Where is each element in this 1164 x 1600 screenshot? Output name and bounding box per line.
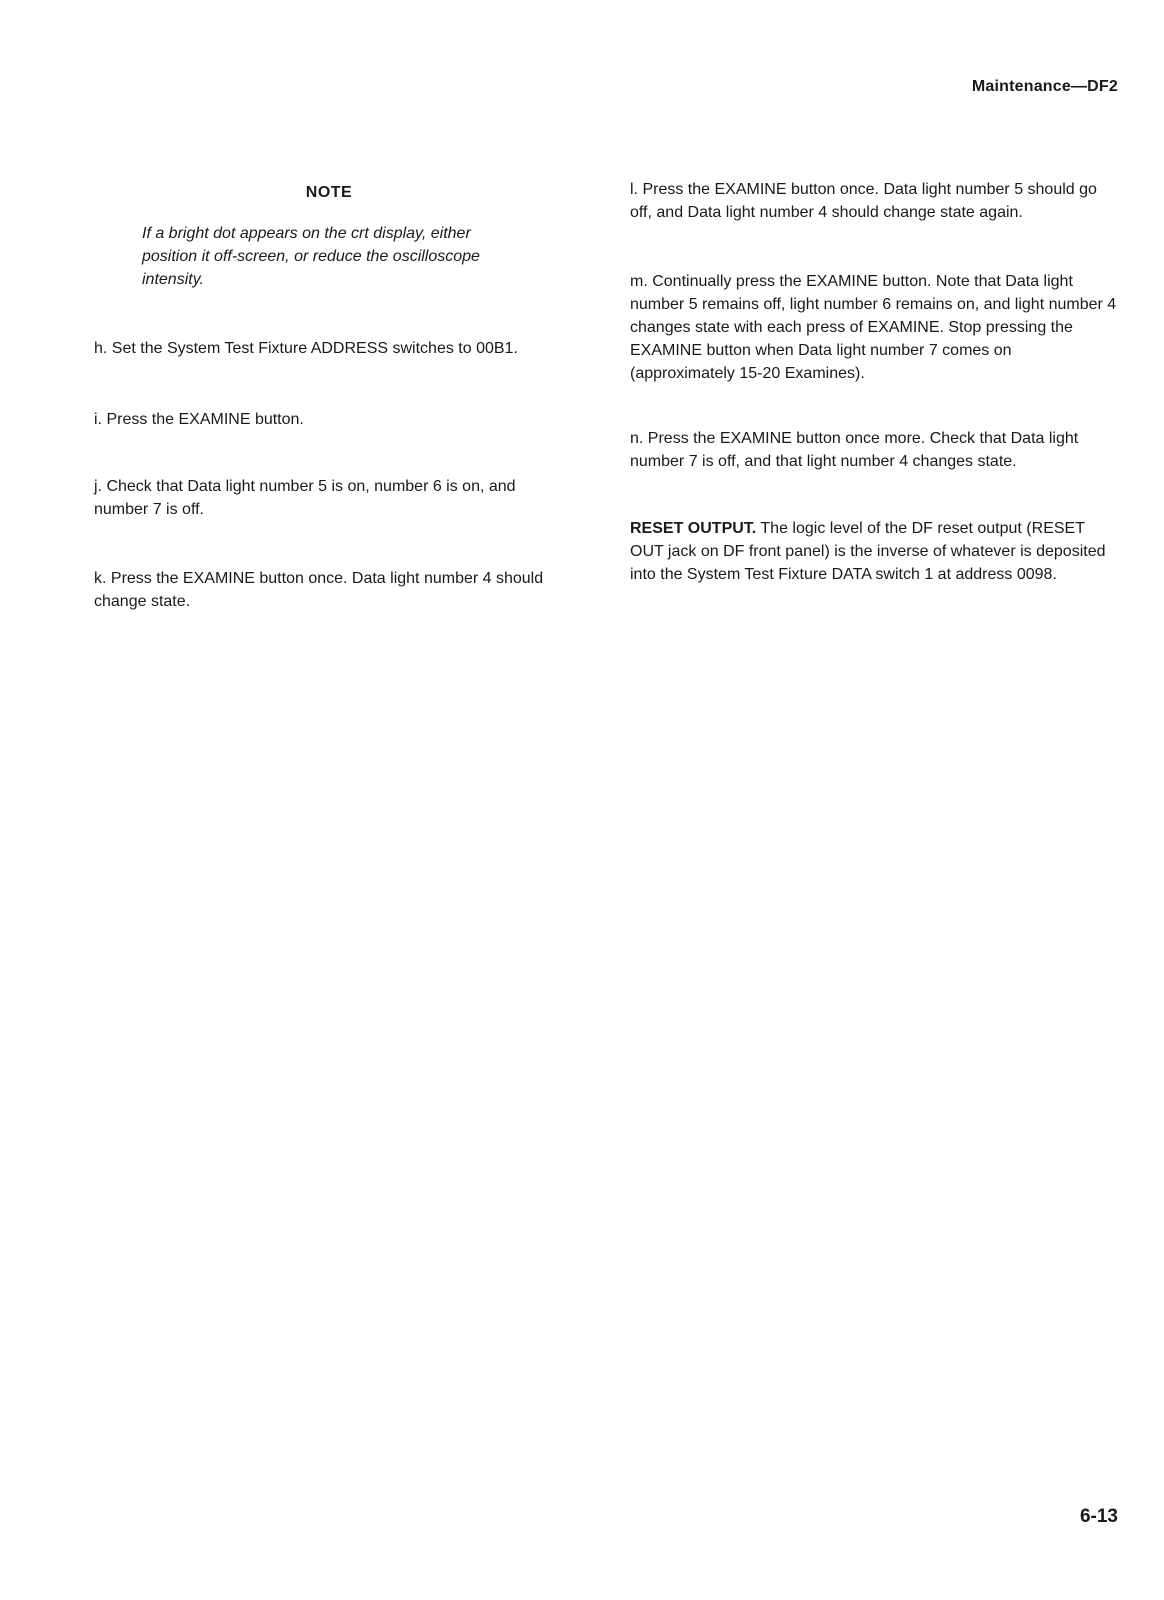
step-i: i. Press the EXAMINE button. xyxy=(94,411,304,428)
reset-output-text: The logic level of the DF reset output (RESET OUT jack on DF front panel) is the inverse of whatever is deposited into the System Test Fixture DATA switch 1 at address 0098. xyxy=(630,520,1106,583)
note-text: If a bright dot appears on the crt display, either position it off-screen, or reduce the oscilloscope intensity. xyxy=(142,225,480,288)
step-l: l. Press the EXAMINE button once. Data light number 5 should go off, and Data light number 4 should change state again. xyxy=(630,181,1097,221)
right-column xyxy=(630,178,1120,586)
page-number: 6-13 xyxy=(1079,1506,1118,1527)
running-header: Maintenance—DF2 xyxy=(971,78,1118,95)
step-m: m. Continually press the EXAMINE button. Note that Data light number 5 remains off, light number 6 remains on, and light number 4 changes state with each press of EXAMINE. Stop pressing the EXAMINE button when Data light number 7 comes on (approximately 15-20 Examines). xyxy=(630,273,1117,382)
reset-output-heading: RESET OUTPUT. xyxy=(630,520,757,537)
note-heading: NOTE xyxy=(305,184,353,201)
left-column xyxy=(94,178,564,613)
step-n: n. Press the EXAMINE button once more. Check that Data light number 7 is off, and that light number 4 changes state. xyxy=(630,430,1079,470)
step-k: k. Press the EXAMINE button once. Data light number 4 should change state. xyxy=(94,570,544,610)
reset-output-paragraph xyxy=(630,517,1120,586)
step-h: h. Set the System Test Fixture ADDRESS switches to 00B1. xyxy=(94,340,518,357)
step-j: j. Check that Data light number 5 is on, number 6 is on, and number 7 is off. xyxy=(94,478,516,518)
